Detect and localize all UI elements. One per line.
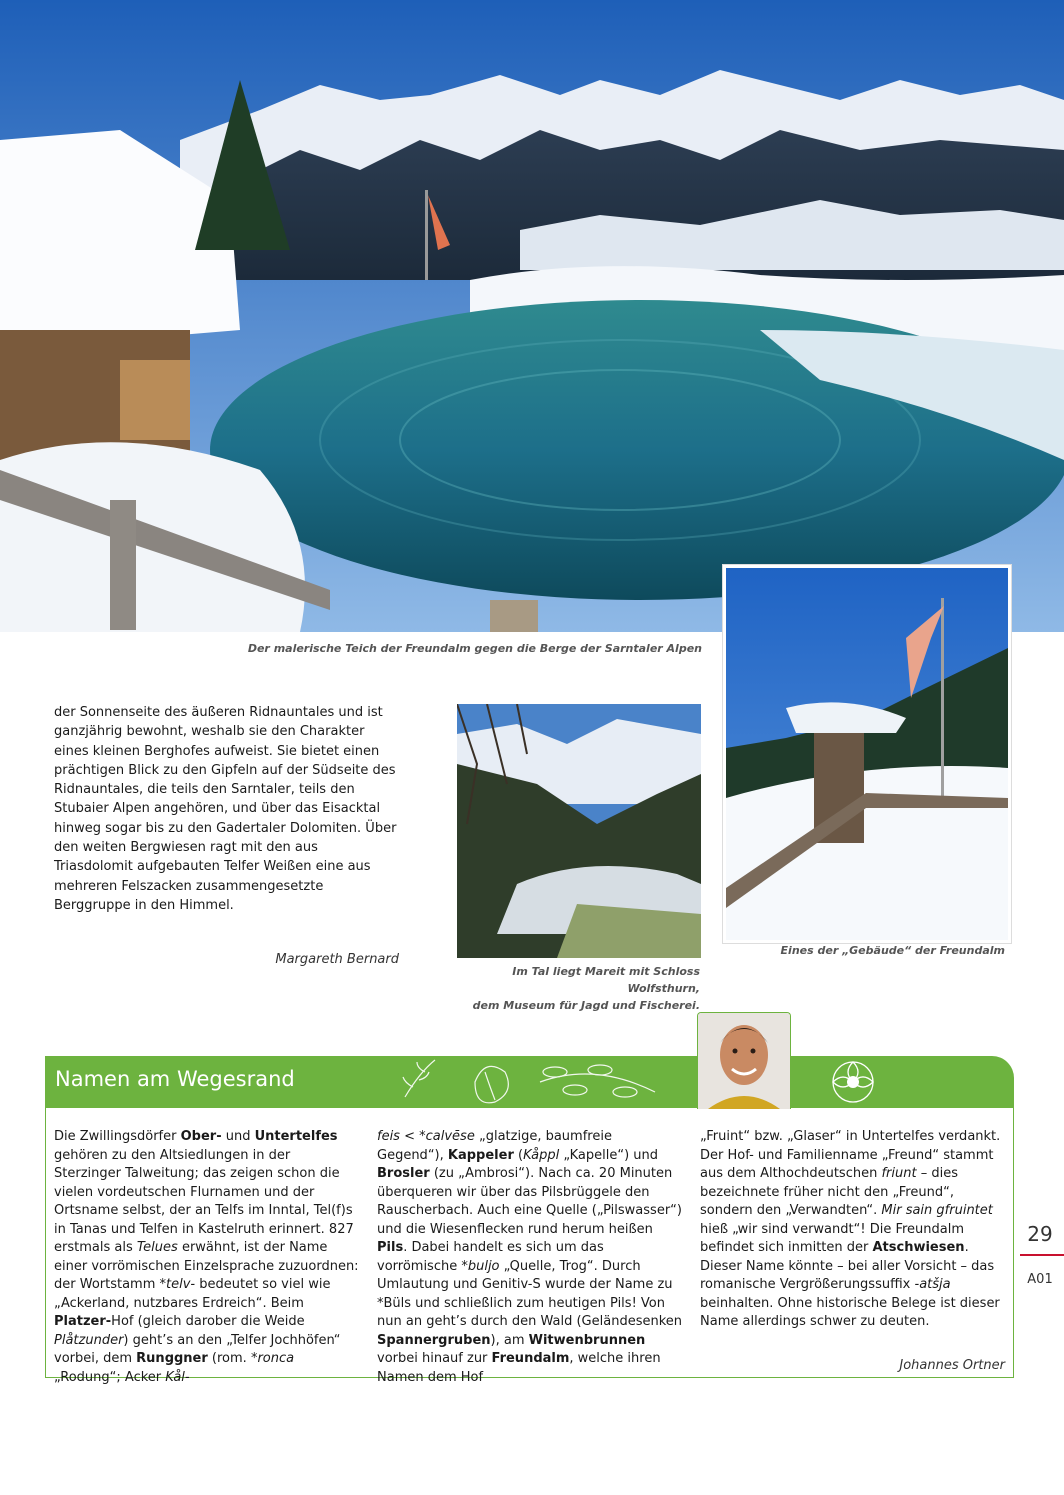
text-run: Atschwiesen	[872, 1240, 965, 1255]
text-run: (zu „Ambrosi“). Nach ca. 20 Minuten überqueren wir über das Pilsbrüggele den Rauscherbach. Auch eine Quelle („Pilswasser“) und die Wiesenflecken rund herum heißen	[377, 1166, 682, 1237]
text-run: „Quelle, Trog“. Durch Umlautung und Genitiv-S wurde der Name zu *Büls und schließlich zum heutigen Pils! Von nun an geht’s durch den Wald (Geländesenken	[377, 1258, 683, 1329]
text-run: und	[221, 1129, 255, 1144]
namen-column-2	[377, 1128, 682, 1387]
text-run: Witwenbrunnen	[528, 1332, 646, 1348]
text-run: Ober-	[180, 1129, 222, 1144]
avatar	[698, 1013, 790, 1109]
text-run: hieß „wir sind verwandt“! Die Freundalm befindet sich inmitten der	[700, 1221, 965, 1255]
text-run: ), am	[490, 1332, 529, 1348]
valley-photo	[457, 704, 701, 958]
text-run: , welche ihren Namen dem Hof	[377, 1351, 661, 1385]
text-run: Brosler	[377, 1166, 430, 1181]
text-run: bedeutet so viel wie „Ackerland, nutzbares Erdreich“. Beim	[54, 1277, 331, 1311]
text-run: „Fruint“ bzw. „Glaser“ in Untertelfes verdankt. Der Hof- und Familienname „Freund“ stammt aus dem Althochdeutschen	[700, 1129, 1001, 1181]
author-portrait	[697, 1012, 791, 1109]
text-run: Untertelfes	[254, 1129, 338, 1144]
namen-column-3	[700, 1128, 1005, 1332]
text-run: Kåppl	[523, 1147, 560, 1163]
valley-caption-line1: Im Tal liegt Mareit mit Schloss Wolfsthurn,	[512, 965, 700, 995]
valley-caption-line2: dem Museum für Jagd und Fischerei.	[472, 999, 700, 1012]
text-run: Spannergruben	[377, 1332, 491, 1348]
text-run: „Kapelle“) und	[559, 1147, 659, 1163]
namen-title: Namen am Wegesrand	[55, 1067, 295, 1091]
building-image	[726, 568, 1008, 940]
valley-caption	[440, 963, 700, 1014]
text-run: . Dabei handelt es sich um das vorrömische *	[377, 1240, 604, 1274]
text-run: – dies bezeichnete früher nicht den „Freund“, sondern den „Verwandten“.	[700, 1166, 958, 1218]
text-run: beinhalten. Ohne historische Belege ist dieser Name allerdings schwer zu deuten.	[700, 1295, 1000, 1329]
text-run: Platzer-	[54, 1314, 112, 1329]
text-run: erwähnt, ist der Name einer vorrömischen Einzelsprache zuzuordnen: der Wortstamm *	[54, 1240, 359, 1292]
text-run: Die Zwillingsdörfer	[54, 1129, 181, 1144]
text-run: Plåtzunder	[54, 1332, 124, 1348]
building-caption: Eines der „Gebäude“ der Freundalm	[780, 944, 1005, 957]
namen-column-1	[54, 1128, 359, 1387]
text-run: Kål-	[165, 1369, 190, 1385]
page-number: 29	[1027, 1222, 1053, 1246]
text-run: ronca	[257, 1351, 295, 1366]
text-run: Hof (gleich darober die Weide	[111, 1314, 305, 1329]
text-run: calvēse	[425, 1129, 475, 1144]
page-number-rule	[1020, 1254, 1064, 1256]
text-run: (	[513, 1147, 524, 1163]
text-run: „Rodung“; Acker	[54, 1369, 166, 1385]
text-run: feis	[377, 1129, 400, 1144]
page-code: A01	[1027, 1272, 1053, 1287]
text-run: telv-	[166, 1277, 196, 1292]
text-run: Pils	[377, 1240, 404, 1255]
valley-image	[457, 704, 701, 958]
namen-author: Johannes Ortner	[899, 1358, 1005, 1373]
floral-ornament-icon	[395, 1052, 695, 1112]
text-run: buljo	[467, 1258, 500, 1274]
text-run: . Dieser Name könnte – bei aller Vorsicht – das romanische Vergrößerungssuffix	[700, 1240, 995, 1292]
text-run: friunt	[881, 1166, 917, 1181]
text-run: < *	[399, 1129, 426, 1144]
hero-caption: Der malerische Teich der Freundalm gegen die Berge der Sarntaler Alpen	[247, 642, 702, 655]
text-run: Kappeler	[447, 1147, 514, 1163]
text-run: -atšja	[914, 1277, 951, 1292]
building-photo	[723, 565, 1011, 943]
text-run: Mir sain gfruintet	[881, 1203, 993, 1218]
flower-icon	[815, 1055, 890, 1110]
article-paragraph: der Sonnenseite des äußeren Ridnauntales und ist ganzjährig bewohnt, weshalb sie den Charakter eines kleinen Berghofes aufweist. Sie bietet einen prächtigen Blick zu den Gipfeln auf der Südseite des Ridnauntales, die teils den Sarntaler, teils den Stubaier Alpen angehören, und über das Eisacktal hinweg sogar bis zu den Gadertaler Dolomiten. Über den weiten Bergwiesen ragt mit den aus Triasdolomit aufgebauten Telfer Weißen eine aus mehreren Felszacken zusammengesetzte Berggruppe in den Himmel.	[54, 705, 397, 913]
text-run: (rom. *	[207, 1351, 258, 1366]
text-run: vorbei hinauf zur	[377, 1351, 492, 1366]
text-run: „glatzige, baumfreie Gegend“),	[377, 1129, 612, 1163]
text-run: Freundalm	[491, 1351, 570, 1366]
hero-photo	[0, 0, 1064, 632]
text-run: Runggner	[136, 1351, 208, 1366]
text-run: Telues	[136, 1240, 178, 1255]
text-run: ) geht’s an den „Telfer Jochhöfen“ vorbei, dem	[54, 1332, 341, 1366]
text-run: gehören zu den Altsiedlungen in der Sterzinger Talweitung; das zeigen schon die vielen vordeutschen Flurnamen und der Ortsname selbst, der an Telfs im Inntal, Tel(f)s in Tanas und Telfen in Kastelruth erinnert. 827 erstmals als	[54, 1147, 354, 1255]
pond-landscape-image	[0, 0, 1064, 632]
article-author: Margareth Bernard	[275, 952, 399, 967]
